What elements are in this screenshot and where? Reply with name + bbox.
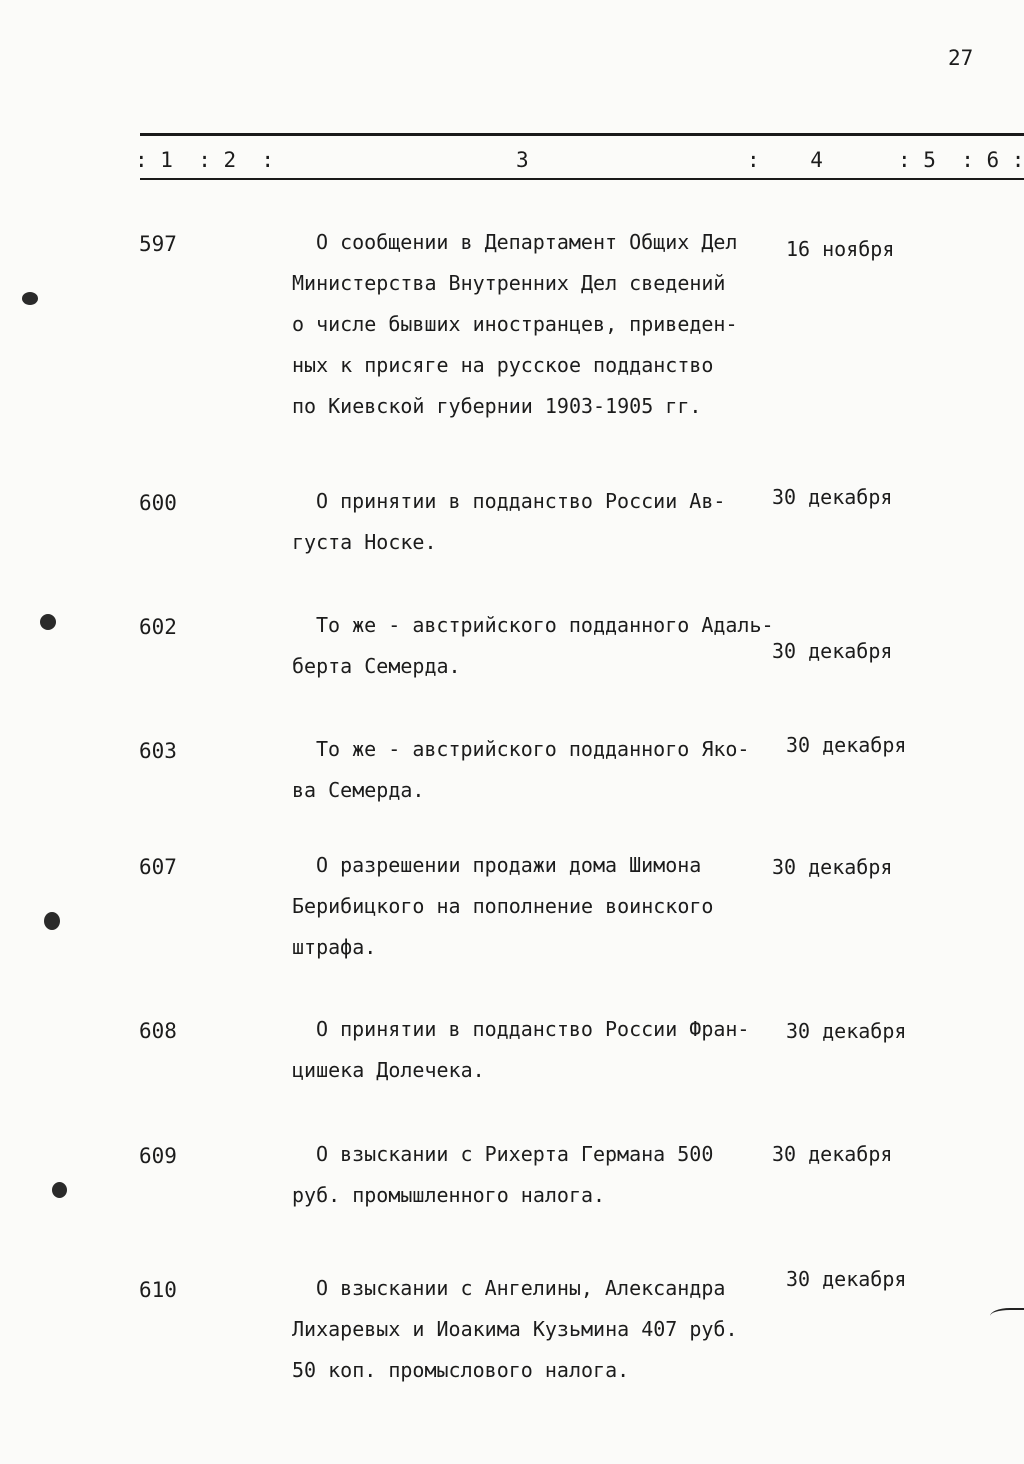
record-date: 16 ноября — [786, 237, 895, 261]
description-line: по Киевской губернии 1903-1905 гг. — [292, 394, 702, 418]
description-line: О принятии в подданство России Фран- — [316, 1017, 750, 1041]
description-line: Берибицкого на пополнение воинского — [292, 894, 714, 918]
description-line: Министерства Внутренних Дел сведений — [292, 271, 726, 295]
description-line: О сообщении в Департамент Общих Дел — [316, 230, 738, 254]
description-line: ных к присяге на русское подданство — [292, 353, 714, 377]
record-description — [292, 1009, 782, 1091]
description-line: о числе бывших иностранцев, приведен- — [292, 312, 738, 336]
description-line: О разрешении продажи дома Шимона — [316, 853, 702, 877]
description-line: штрафа. — [292, 935, 377, 959]
record-description — [292, 481, 782, 563]
header-rule-top — [140, 133, 1024, 136]
record-date: 30 декабря — [772, 639, 893, 663]
description-line: руб. промышленного налога. — [292, 1183, 606, 1207]
record-description — [292, 605, 782, 687]
margin-stroke — [990, 1308, 1024, 1324]
record-date: 30 декабря — [786, 733, 907, 757]
description-line: О принятии в подданство России Ав- — [316, 489, 726, 513]
record-description — [292, 729, 782, 811]
record-description — [292, 1134, 782, 1216]
record-number: 603 — [139, 739, 177, 763]
column-header-1-2: : 1 : 2 : — [135, 148, 275, 172]
description-line: берта Семерда. — [292, 654, 461, 678]
record-description — [292, 222, 782, 427]
record-description — [292, 845, 782, 968]
ink-blot — [40, 614, 56, 630]
description-line: 50 коп. промыслового налога. — [292, 1358, 630, 1382]
record-date: 30 декабря — [786, 1267, 907, 1291]
record-description — [292, 1268, 782, 1391]
page-number: 27 — [948, 46, 974, 70]
ink-blot — [52, 1182, 67, 1198]
description-line: ва Семерда. — [292, 778, 425, 802]
description-line: То же - австрийского подданного Яко- — [316, 737, 750, 761]
record-date: 30 декабря — [772, 485, 893, 509]
ink-blot — [44, 912, 60, 930]
record-date: 30 декабря — [772, 855, 893, 879]
description-line: Лихаревых и Иоакима Кузьмина 407 руб. — [292, 1317, 738, 1341]
description-line: цишека Долечека. — [292, 1058, 485, 1082]
description-line: О взыскании с Рихерта Германа 500 — [316, 1142, 714, 1166]
record-number: 607 — [139, 855, 177, 879]
record-number: 602 — [139, 615, 177, 639]
record-number: 609 — [139, 1144, 177, 1168]
record-date: 30 декабря — [772, 1142, 893, 1166]
ink-blot — [22, 292, 38, 305]
record-number: 600 — [139, 491, 177, 515]
record-date: 30 декабря — [786, 1019, 907, 1043]
column-header-5-6: : 5 : 6 : — [898, 148, 1024, 172]
record-number: 597 — [139, 232, 177, 256]
description-line: То же - австрийского подданного Адаль- — [316, 613, 774, 637]
header-rule-bottom — [140, 178, 1024, 180]
column-header-3: 3 — [516, 148, 529, 172]
description-line: О взыскании с Ангелины, Александра — [316, 1276, 726, 1300]
record-number: 608 — [139, 1019, 177, 1043]
record-number: 610 — [139, 1278, 177, 1302]
description-line: густа Носке. — [292, 530, 437, 554]
column-header-4: : 4 — [747, 148, 823, 172]
